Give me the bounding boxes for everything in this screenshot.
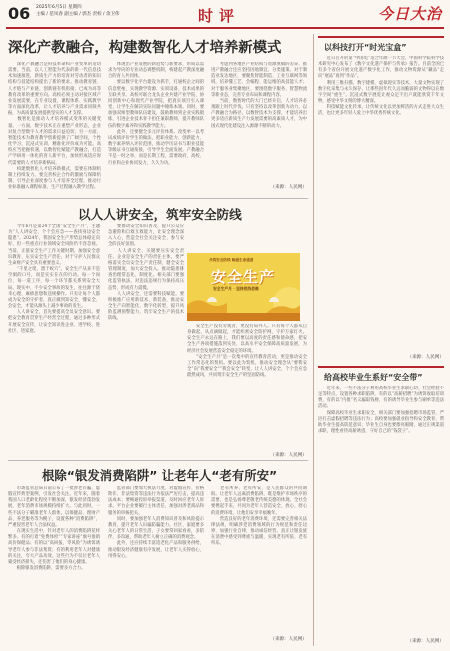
sidebar-item1-bar (318, 36, 444, 38)
article3-column-2: 监管部门要加大执法力度，对虚假宣传、价格欺诈、非法集资等违法行为依法严厉打击，提高违法成本；要畅通投诉举报渠道，及时回应老年人诉求。平台企业要履行主体责任，加强对涉老商品和服务的审核把关。 同时，要加强老年人消费知识普及和风险提示教育，提升老年人识骗防骗能力。社区、家庭要多关心老年人的日常生活，子女要常回家看看，多陪伴、多沟通，帮助老年人树立正确的消费观念。 此外，还应持续丰富适老化产品和服务供给，推动银发经济健康有序发展，让老年人买得放心、用得安心。 (108, 486, 204, 559)
safety-poster (187, 253, 300, 321)
article2-divider (8, 460, 308, 461)
article1-column-2: 体现出产业发展的新趋势与新要求，形成以需求为导向的专业动态调整机制，构建起产教深度融合的育人共同体。 要以数字化平台建设为抓手，打通校企之间的信息壁垒，实现教学资源、实训设备、技术成果的互联共享。高校可联合龙头企业共建产业学院、协同创新中心和现代产业学院，把真实项目引入课堂，让学生在解决实际问题中锤炼本领。同时，要加强双师型教师队伍建设，鼓励教师到企业实践锻炼，引进企业技术骨干担任兼职教师，提升教师队伍的数字素养和实践教学能力。 此外，还要健全多元评价体系。改变单一以考试成绩评价学生的做法，把职业能力、创新能力、数字素养纳入评价范围，推动学历证书与职业技能等级证书互通衔接，引导学生全面发展。产教融合不是一时之举，而是长期工程，需要政府、高校、行业和企业协同发力，久久为功。 (108, 62, 204, 166)
newspaper-logo: 今日大治 (378, 5, 443, 23)
page-number: 06 (8, 4, 31, 23)
sidebar-item1-source: （来源：人民网） (407, 355, 444, 360)
masthead-rule (6, 27, 444, 29)
article2-column-3: 安全生产没有旁观者，更没有局外人。只有每个人都从自身做起，从点滴做起，才能织密安全防护网，守护万家灯火。安全生产永远在路上，我们要以高度的责任感和使命感，把安全生产各项措施落到实处，以高水平安全保障高质量发展，为经济社会发展营造安全稳定的环境。 “安全生产月”是一次集中的宣传教育活动，更是推动安全工作常态化的契机。要以此为契机，推动安全理念从“要我安全”向“我要安全”“我会安全”转变，让人人讲安全、个个会应急蔚然成风，共同筑牢安全生产的坚固防线。 (187, 324, 307, 379)
article1-column-3: 考虑到各地区产业结构与资源禀赋的差异，推进产教融合还应坚持因地制宜、分类施策。对于制造业发达地区，要聚焦智能制造、工业互联网等领域，培养懂工艺、会编程、能运维的高技能人才；对于服务业集聚地区，要围绕数字服务、智慧物流等新业态，完善专业布局和课程内容。 当前，数智时代的大门已经开启，人才培养必须跟上时代步伐。只有坚持以改革创新为动力，以产教融合为路径，以数智技术为支撑，才能培养出更多适应新质生产力发展需要的高素质人才，为中国式现代化建设注入源源不断的动力。 (211, 62, 307, 129)
sidebar-item2-source: （来源：人民网） (407, 639, 444, 644)
article1-source: （来源：人民网） (270, 185, 307, 190)
sidebar-item2-text: 近年来，一些不法分子利用高校毕业生求职心切、社会经验不足等特点，设置各种求职陷阱，有的以“高薪招聘”为诱饵收取培训费，有的以“内推”名义骗取钱财，有的诱导毕业生参与刷单等违法活动。 保障高校毕业生求职安全，相关部门要加强招聘市场监管，严厉打击虚假招聘等违法行为；高校要加强就业指导和安全教育，帮助毕业生提高防范意识；毕业生自身也要擦亮眼睛，通过正规渠道求职，理性看待高薪诱惑，守好自己的“钱袋子”。 (318, 386, 444, 435)
poster-big-text: 安全生产 (211, 268, 276, 286)
sidebar-item1-text: 近日召开的第“中国电”适合年龄一节大会，中国科学院科学技术研究中心发布了《数字文化遗产保护与传承》报告。目前全国已有多个省份开展文化遗产数字化工作，推动文物资源从“藏品”走向“展品”再到“作品”。 利用三维扫描、数字建模、虚拟现实等技术，大量文物实现了数字化采集与永久保存，让那些因年代久远而脆弱的文物得以在数字空间“重生”。沉浸式数字展览让观众足不出户就能欣赏千年文物，感受中华文明的博大精深。 科技赋能文化传承，让传统文化以更加鲜活的方式走进大众生活，也让更多年轻人爱上中华优秀传统文化。 (318, 56, 444, 117)
article2-column-2: 要推动安全知识普及，提升公众应急避险和自救互救能力，让安全理念深入人心，营造全社会关注安全、参与安全的良好氛围。 人人讲安全，关键要压实安全责任。企业是安全生产的责任主体，要严格落实全员安全生产责任制，健全安全管理制度，加大安全投入，推动隐患排查治理常态化、制度化。相关部门要强化监管执法，对违法违规行为保持高压态势，形成有力震慑。 人人讲安全，还需要科技赋能。要积极推广应用新技术、新装备，推动安全生产向智能化、数字化转型，提升风险监测预警能力，筑牢安全生产的技术防线。 (108, 224, 184, 322)
article1-divider (8, 198, 308, 199)
article3-column-1: 市场监管总局日前公布了一批涉老诈骗、虚假宣传典型案例，引发社会关注。近年来，随着我国人口老龄化程度不断加深，银发经济蓬勃发展，老年消费市场规模持续扩大。与此同时，一些不法分子瞄准老年人群体，以保健品、理财产品、养老服务等为幌子，设置各种“消费陷阱”，严重侵害老年人合法权益。 在现实生活中，针对老年人的消费陷阱花样繁多。有的打着“免费体检”“专家讲座”旗号推销高价保健品；有的以“高回报、零风险”为诱饵诱导老年人参与非法集资；有的利用老年人对健康的关注，夸大产品功效。这些行为不仅让老年人蒙受经济损失，还伤害了他们的身心健康。 根除银发消费陷阱，需要多方合力。 (8, 486, 100, 572)
article2-source: （来源：人民网） (270, 453, 307, 458)
article2-headline: 以人人讲安全，筑牢安全防线 (78, 207, 242, 222)
article1-column-1: 深化产教融合是科技革命和产业变革的迫切需要。当前，以人工智能为代表的新一代信息技术加速演进，新质生产力的培育对劳动者的知识结构与技能结构提出了新的要求。推动教育链、人才链与产业链、创新链有机衔接，已成为高等教育改革的重要方向。高校必须主动对接区域产业发展需要，在专业设置、课程体系、实践教学等方面深化改革，让人才培养与产业需求同频共振，为高质量发展提供坚实的人才支撑。 数智化是推动人才培养模式变革的关键变量。一方面，数字技术正在重塑产业形态，企业对复合型数字人才的需求日益迫切；另一方面，智能技术为教育教学创新提供了广阔空间，个性化学习、沉浸式实训、精准化评价成为可能。高校应当把握机遇，以数智化赋能产教融合，打造产学研用一体化的育人新平台，加快形成适应时代需要的人才培养新格局。 构建数智化人才培养新模式，需要在体制机制上持续发力。要完善校企合作的激励与保障机制，引导企业深度参与人才培养全过程，推动行业标准融入课程标准、生产过程融入教学过程。 (8, 62, 101, 191)
editor-credits: 主编 / 范凤春 副主编 / 郭杰 责校 / 余卫伟 (36, 11, 120, 17)
article3-column-3: 老有所养、老有所安，是人民群众的共同期盼。让老年人远离消费陷阱，既是维护市场秩序的需要，也是弘扬尊老敬老传统美德的体现。全社会要携起手来，共同为老年人营造安全、放心、舒心的消费环境，让他们安享幸福晚年。 营造良好的老年消费环境，还需要完善相关法律法规，明确涉老消费领域的行为规范和责任边界，加强行业自律，推动诚信经营，真正让银发族在消费中感受到尊重与温暖，实现老有所依、老有所乐。 (211, 486, 307, 547)
section-title: 时评 (198, 7, 241, 25)
sidebar-divider (313, 34, 314, 646)
article2-column-1: 今年6月是第24个全国“安全生产月”，主题为“人人讲安全、个个会应急——查找身边安全隐患”。2024年，我国安全生产形势总体稳定向好，但一些重点行业领域安全风险仍不容忽视。当前，正值安全生产工作关键时期，加强安全意识教育、压实安全生产责任，对于守护人民群众生命财产安全具有重要意义。 “千里之堤，溃于蚁穴”。安全生产从来不是空洞的口号，而是实实在在的行动。每一个岗位、每一道工序、每一个环节都关系到安全大局。现实中，不少安全事故的发生，往往源于侥幸心理、麻痹思想和违规操作。只有让每个人都成为安全的守护者，真正做到知安全、懂安全、会安全，才能从源头上减少事故的发生。 人人讲安全，首先要提高全员安全意识。要把安全教育贯穿生产经营全过程，通过多种形式开展安全宣传，让安全知识进企业、进学校、进社区、进家庭。 (8, 224, 100, 334)
sidebar-item2-title: 给高校毕业生系好“安全带” (324, 373, 423, 382)
sidebar-item1-title: 以科技打开“时光宝盒” (324, 43, 407, 52)
poster-bottom-line: 安全生产月 · 坚持底线思维 (213, 286, 259, 291)
poster-top-line: 共筑安全防线 畅通生命通道 (209, 258, 254, 262)
article1-headline: 深化产教融合，构建数智化人才培养新模式 (8, 40, 282, 56)
issue-date: 2025年6月5日 星期四 (36, 5, 82, 10)
article3-source: （来源：人民网） (270, 637, 307, 642)
sidebar-item2-bar (318, 366, 444, 368)
article3-headline: 根除“银发消费陷阱” 让老年人“老有所安” (42, 468, 278, 483)
issue-meta (36, 5, 120, 18)
